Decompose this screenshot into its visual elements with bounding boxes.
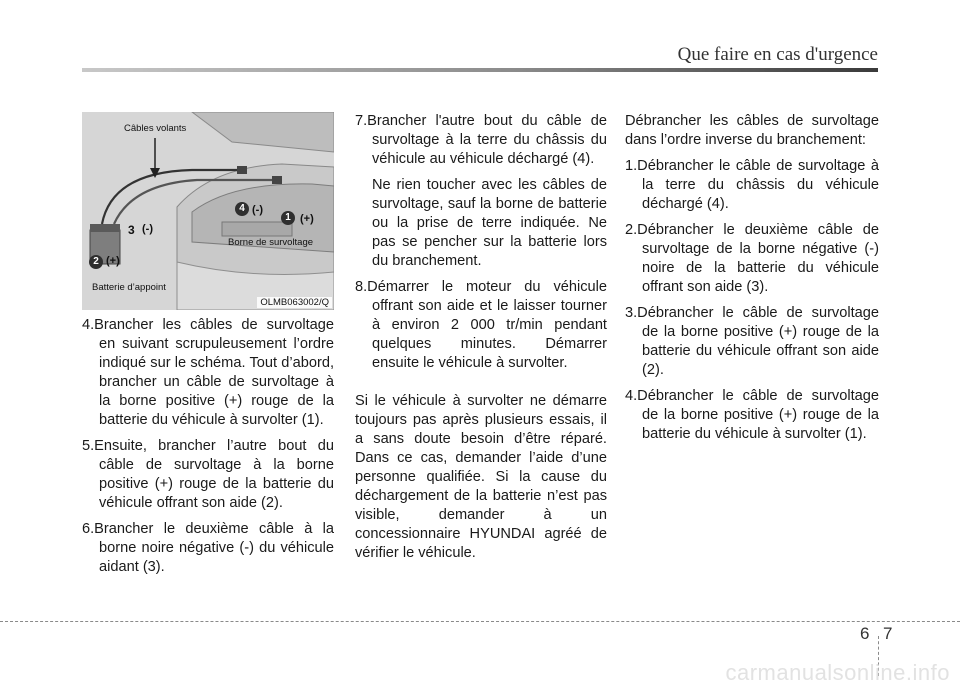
header-rule bbox=[82, 68, 878, 72]
callout-badge-1: 1 bbox=[281, 211, 295, 225]
disconnect-item-4: 4.Débrancher le câble de survoltage de la borne positive (+) rouge de la batterie du véhicule à survolter (1). bbox=[625, 388, 879, 442]
polarity-plus-booster: (+) bbox=[106, 255, 120, 267]
disconnect-item-2: 2.Débrancher le deuxième câble de survoltage de la borne négative (-) noire de la batterie du véhicule offrant son aide (3). bbox=[625, 222, 879, 295]
watermark: carmanualsonline.info bbox=[725, 660, 950, 685]
polarity-plus-vehicle: (+) bbox=[300, 213, 314, 225]
step-8: 8.Démarrer le moteur du véhicule offrant son aide et le laisser tourner à environ 2 000 tr/min pendant quelques minutes. Démarrer ensuite le véhicule à survolter. bbox=[355, 279, 607, 371]
disconnect-item-3: 3.Débrancher le câble de survoltage de la borne positive (+) rouge de la batterie du véhicule offrant son aide (2). bbox=[625, 305, 879, 378]
polarity-minus-booster: (-) bbox=[142, 223, 153, 235]
callout-number-3: 3 bbox=[128, 223, 135, 237]
jump-start-figure bbox=[82, 112, 334, 310]
column-1 bbox=[82, 316, 334, 584]
polarity-minus-chassis: (-) bbox=[252, 204, 263, 216]
column-2 bbox=[355, 112, 607, 570]
column-3 bbox=[625, 112, 879, 451]
repair-paragraph: Si le véhicule à survolter ne démarre toujours pas après plusieurs essais, il a sans doute besoin d’être réparé. Dans ce cas, demander l’aide d’une personne qualifiée. Si la cause du déchargement de la batterie n’est pas visible, demander à un concessionnaire HYUNDAI agréé de vérifier le véhicule. bbox=[355, 393, 607, 561]
page-number: 7 bbox=[883, 624, 893, 643]
figure-code: OLMB063002/Q bbox=[257, 297, 332, 308]
paragraph-gap bbox=[355, 380, 607, 392]
disconnect-item-1: 1.Débrancher le câble de survoltage à la terre du châssis du véhicule déchargé (4). bbox=[625, 158, 879, 212]
callout-badge-2: 2 bbox=[89, 255, 103, 269]
step-5: 5.Ensuite, brancher l’autre bout du câble de survoltage à la borne positive (+) rouge de la batterie du véhicule offrant son aide (2). bbox=[82, 438, 334, 511]
footer-rule bbox=[0, 621, 960, 622]
step-6: 6.Brancher le deuxième câble à la borne noire négative (-) du véhicule aidant (3). bbox=[82, 521, 334, 575]
step-4: 4.Brancher les câbles de survoltage en suivant scrupuleusement l’ordre indiqué sur le schéma. Tout d’abord, brancher un câble de survoltage à la borne positive (+) rouge de la batterie du véhicule à survolter (1). bbox=[82, 317, 334, 428]
label-cables-volants: Câbles volants bbox=[124, 123, 187, 134]
step-7-note: Ne rien toucher avec les câbles de survoltage, sauf la borne de batterie ou la prise de terre indiquée. Ne pas se pencher sur la batterie lors du branchement. bbox=[372, 177, 607, 269]
callout-badge-4: 4 bbox=[235, 202, 249, 216]
page-header-title: Que faire en cas d'urgence bbox=[677, 44, 878, 65]
car-trunk-illustration bbox=[82, 112, 334, 310]
step-7: 7.Brancher l'autre bout du câble de survoltage à la terre du châssis du véhicule au véhicule déchargé (4). bbox=[355, 113, 607, 167]
chapter-number: 6 bbox=[860, 624, 870, 643]
label-borne-survoltage: Borne de survoltage bbox=[228, 237, 314, 248]
label-batterie-appoint: Batterie d’appoint bbox=[92, 282, 166, 293]
disconnect-intro: Débrancher les câbles de survoltage dans l’ordre inverse du branchement: bbox=[625, 113, 879, 148]
